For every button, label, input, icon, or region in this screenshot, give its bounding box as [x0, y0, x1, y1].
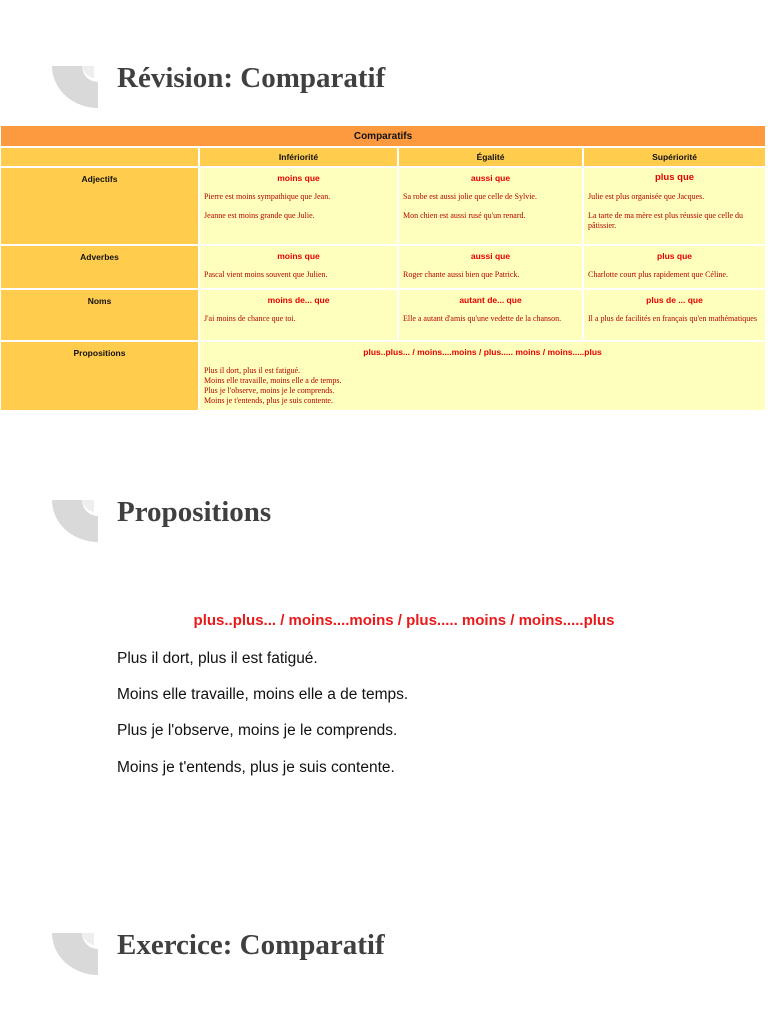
table-row	[1, 246, 767, 290]
cell-example: La tarte de ma mère est plus réussie que celle du pâtissier.	[588, 211, 744, 230]
table-corner-cell	[1, 148, 200, 168]
proposition-sentence: Moins elle travaille, moins elle a de temps.	[117, 686, 409, 703]
cell-example: Roger chante aussi bien que Patrick.	[403, 270, 520, 279]
quarter-circle-icon	[52, 62, 98, 108]
table-cell	[584, 290, 767, 342]
cell-example: Pierre est moins sympathique que Jean.	[204, 192, 331, 201]
cell-example: Charlotte court plus rapidement que Céline.	[588, 270, 728, 279]
revision-slide-title	[52, 62, 752, 112]
table-cell	[200, 246, 399, 290]
cell-keyword: aussi que	[470, 251, 511, 261]
propositions-slide-title	[52, 496, 752, 546]
quarter-circle-icon	[52, 496, 98, 542]
cell-example: Julie est plus organisée que Jacques.	[588, 192, 705, 201]
cell-example: Elle a autant d'amis qu'une vedette de la chanson.	[403, 314, 562, 323]
cell-keyword: autant de... que	[459, 295, 522, 305]
propositions-formula: plus..plus... / moins....moins / plus..... moins / moins.....plus	[193, 612, 615, 629]
column-header: Infériorité	[200, 148, 399, 168]
comparatifs-table	[1, 126, 767, 412]
cell-keyword: plus..plus... / moins....moins / plus..... moins / moins.....plus	[363, 347, 602, 357]
table-cell	[399, 290, 584, 342]
proposition-sentence: Plus il dort, plus il est fatigué.	[117, 650, 318, 667]
table-row	[1, 168, 767, 246]
cell-keyword: plus de ... que	[646, 295, 703, 305]
row-label: Adverbes	[1, 246, 200, 290]
cell-keyword: plus que	[657, 251, 692, 261]
table-cell	[200, 290, 399, 342]
quarter-circle-icon	[52, 929, 98, 975]
table-caption-row	[1, 126, 767, 148]
table-row	[1, 290, 767, 342]
row-label: Adjectifs	[1, 168, 200, 246]
cell-example: Moins je t'entends, plus je suis contente.	[204, 396, 333, 405]
table-cell	[200, 168, 399, 246]
table-cell	[399, 246, 584, 290]
proposition-sentence: Moins je t'entends, plus je suis contente.	[117, 759, 395, 776]
table-cell	[399, 168, 584, 246]
column-header: Égalité	[399, 148, 584, 168]
page-title: Propositions	[117, 496, 272, 528]
cell-example: Plus il dort, plus il est fatigué.	[204, 366, 300, 375]
table-cell	[584, 168, 767, 246]
cell-example: Plus je l'observe, moins je le comprends.	[204, 386, 335, 395]
exercice-slide-title	[52, 929, 752, 979]
cell-keyword: moins de... que	[267, 295, 330, 305]
cell-example: Moins elle travaille, moins elle a de temps.	[204, 376, 342, 385]
table-header-row	[1, 148, 767, 168]
table-caption: Comparatifs	[1, 126, 767, 148]
table-cell	[584, 246, 767, 290]
column-header: Supériorité	[584, 148, 767, 168]
page-title: Exercice: Comparatif	[117, 929, 385, 961]
cell-example: Pascal vient moins souvent que Julien.	[204, 270, 328, 279]
cell-keyword: moins que	[277, 251, 320, 261]
table-cell	[200, 342, 767, 412]
page-title: Révision: Comparatif	[117, 62, 386, 94]
cell-example: Jeanne est moins grande que Julie.	[204, 211, 315, 220]
cell-example: J'ai moins de chance que toi.	[204, 314, 296, 323]
cell-keyword: aussi que	[470, 173, 511, 183]
row-label: Propositions	[1, 342, 200, 412]
cell-example: Mon chien est aussi rusé qu'un renard.	[403, 211, 526, 220]
proposition-sentence: Plus je l'observe, moins je le comprends.	[117, 722, 398, 739]
cell-keyword: moins que	[277, 173, 320, 183]
row-label: Noms	[1, 290, 200, 342]
cell-example: Il a plus de facilités en français qu'en mathématiques	[588, 314, 757, 323]
cell-keyword: plus que	[654, 172, 695, 183]
table-row	[1, 342, 767, 412]
cell-example: Sa robe est aussi jolie que celle de Sylvie.	[403, 192, 537, 201]
